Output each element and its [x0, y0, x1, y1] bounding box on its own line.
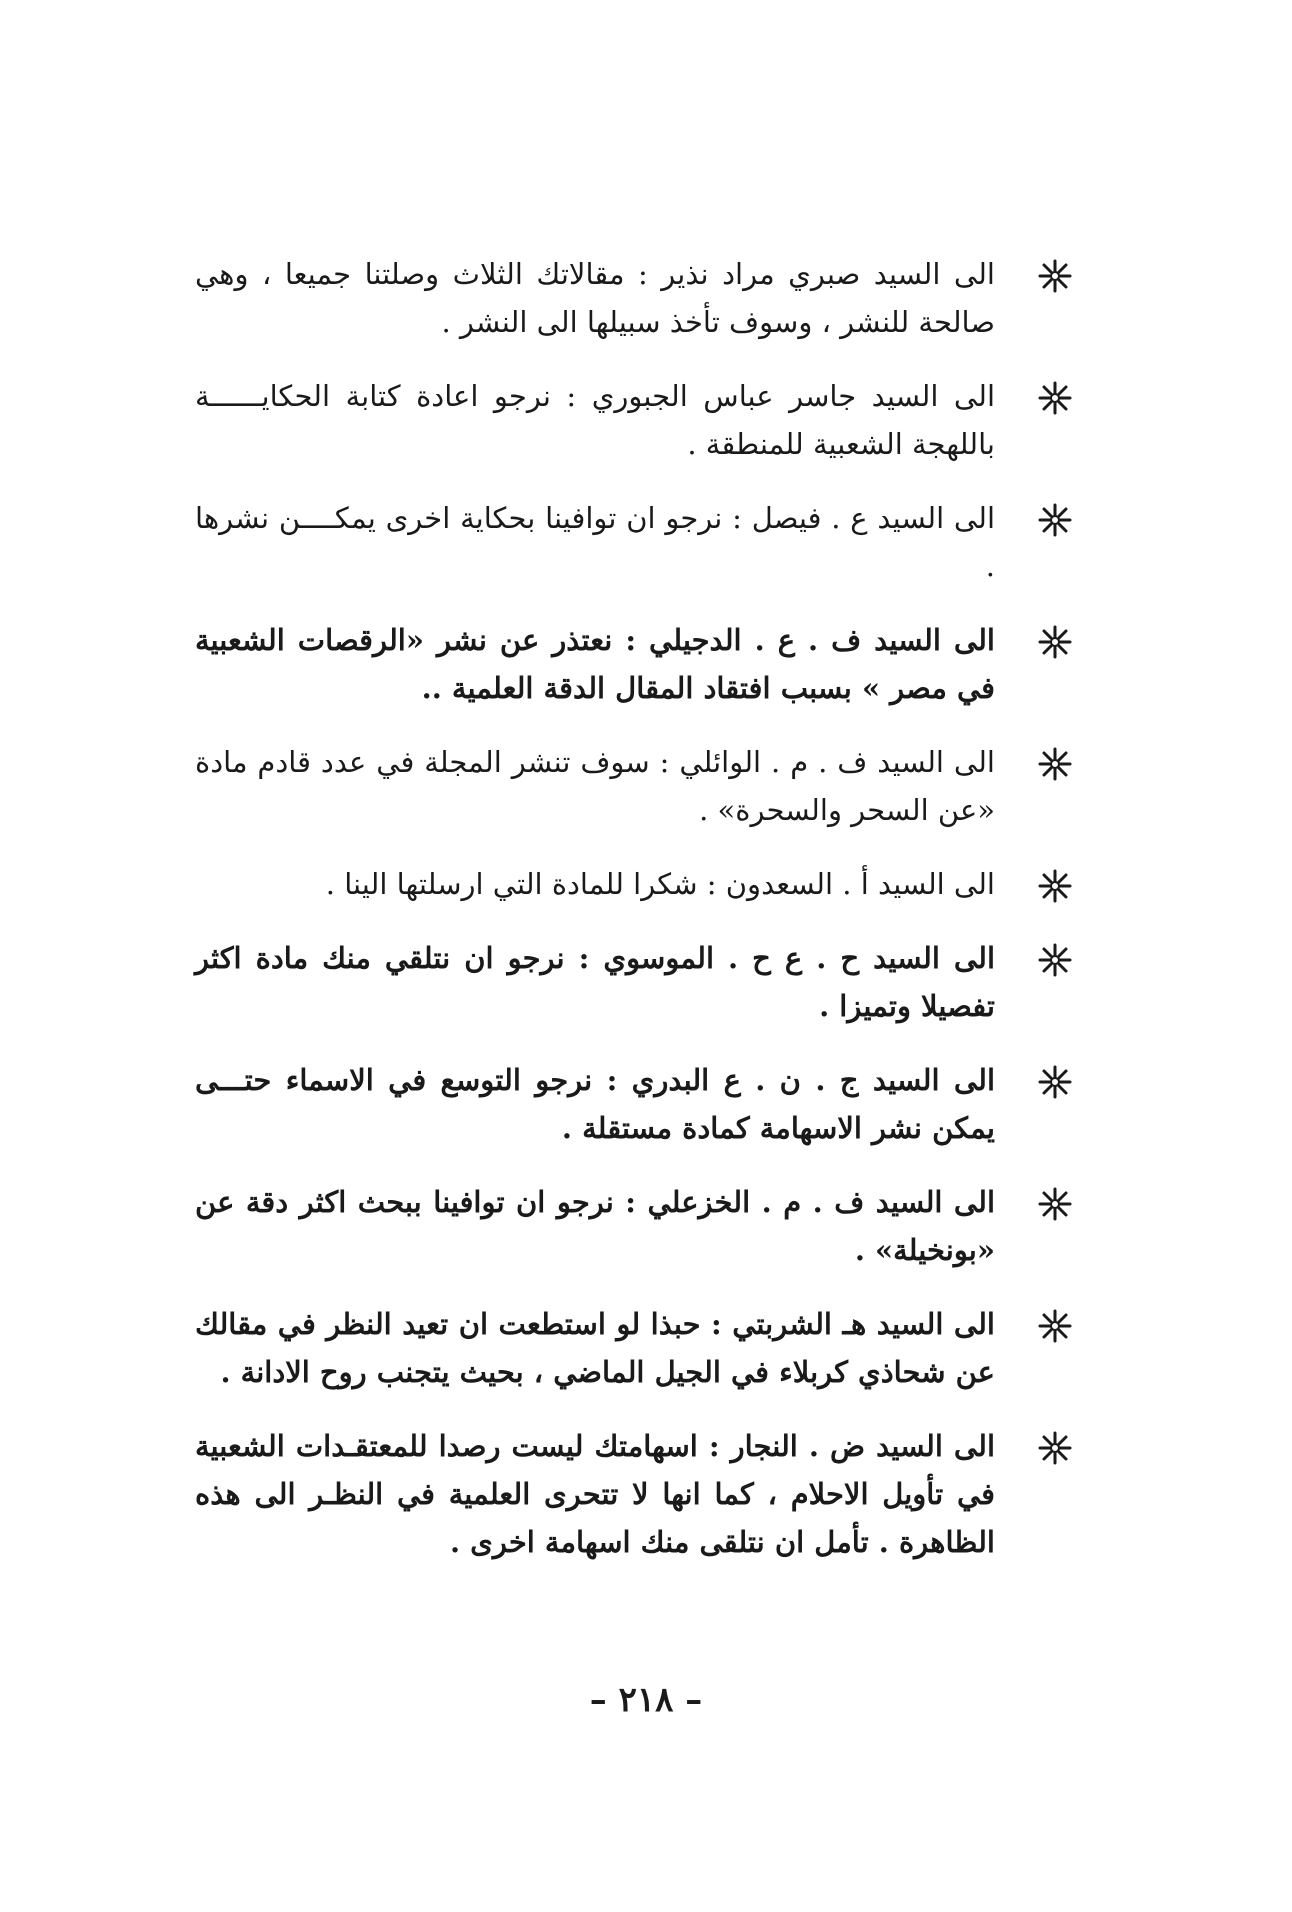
asterism-icon [1035, 378, 1075, 418]
page-number: – ٢١٨ – [589, 1680, 703, 1720]
note-item [195, 1422, 1075, 1566]
note-item [195, 860, 1075, 908]
note-text: الى السيد ف . م . الخزعلي : نرجو ان توافينا ببحث اكثر دقة عن «بونخيلة» . [195, 1185, 995, 1267]
note-item [195, 494, 1075, 590]
asterism-icon [1035, 256, 1075, 296]
note-item [195, 1056, 1075, 1152]
editorial-notes-list [195, 250, 1075, 1592]
note-item [195, 934, 1075, 1030]
note-item [195, 1300, 1075, 1396]
note-text: الى السيد ف . ع . الدجيلي : نعتذر عن نشر «الرقصات الشعبية في مصر » بسبب افتقاد المقال الدقة العلمية .. [195, 623, 995, 705]
asterism-icon [1035, 1306, 1075, 1346]
note-text: الى السيد ج . ن . ع البدري : نرجو التوسع في الاسماء حتـــى يمكن نشر الاسهامة كمادة مستقلة . [195, 1063, 995, 1145]
note-text: الى السيد ع . فيصل : نرجو ان توافينا بحكاية اخرى يمكــــن نشرها . [195, 501, 995, 583]
note-text: الى السيد ح . ع ح . الموسوي : نرجو ان نتلقي منك مادة اكثر تفصيلا وتميزا . [195, 941, 995, 1023]
note-item [195, 372, 1075, 468]
note-text: الى السيد صبري مراد نذير : مقالاتك الثلاث وصلتنا جميعا ، وهي صالحة للنشر ، وسوف تأخذ سبيلها الى النشر . [195, 257, 995, 339]
asterism-icon [1035, 866, 1075, 906]
note-item [195, 1178, 1075, 1274]
asterism-icon [1035, 1184, 1075, 1224]
asterism-icon [1035, 1062, 1075, 1102]
note-item [195, 616, 1075, 712]
note-item [195, 250, 1075, 346]
asterism-icon [1035, 1428, 1075, 1468]
asterism-icon [1035, 500, 1075, 540]
asterism-icon [1035, 744, 1075, 784]
note-text: الى السيد جاسر عباس الجبوري : نرجو اعادة كتابة الحكايــــــة باللهجة الشعبية للمنطقة . [195, 379, 995, 461]
asterism-icon [1035, 622, 1075, 662]
note-text: الى السيد ض . النجار : اسهامتك ليست رصدا للمعتقـدات الشعبية في تأويل الاحلام ، كما انها لا تتحرى العلمية في النظـر الى هذه الظاهرة . تأمل ان نتلقى منك اسهامة اخرى . [195, 1429, 995, 1559]
note-text: الى السيد هـ الشربتي : حبذا لو استطعت ان تعيد النظر في مقالك عن شحاذي كربلاء في الجيل الماضي ، بحيث يتجنب روح الادانة . [195, 1307, 995, 1389]
asterism-icon [1035, 940, 1075, 980]
note-text: الى السيد أ . السعدون : شكرا للمادة التي ارسلتها الينا . [325, 867, 995, 901]
note-text: الى السيد ف . م . الوائلي : سوف تنشر المجلة في عدد قادم مادة «عن السحر والسحرة» . [195, 745, 995, 827]
note-item [195, 738, 1075, 834]
